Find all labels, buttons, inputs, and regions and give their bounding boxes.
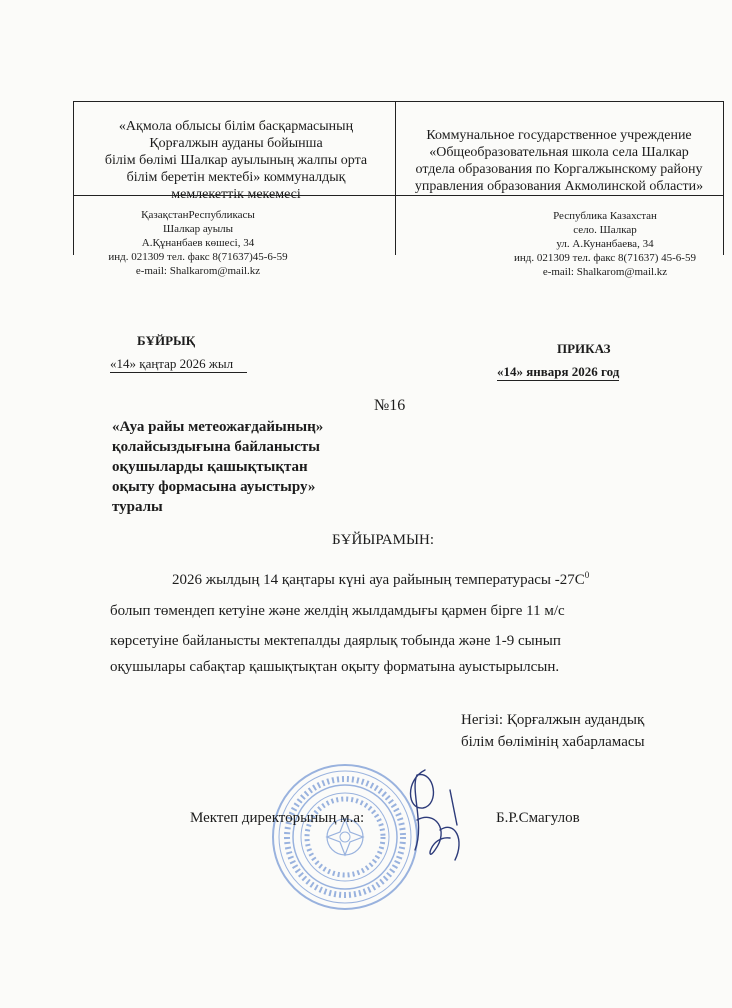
ru-address: Республика Казахстан село. Шалкар ул. А.Кунанбаева, 34 инд. 021309 тел. факс 8(71637) 45-6-59 e-mail: Shalkarom@mail.kz (514, 210, 696, 278)
body-line-1: 2026 жылдың 14 қаңтары күні ауа райының температурасы $-27С^0$ (172, 570, 590, 588)
directive-heading: БҰЙЫРАМЫН: (332, 532, 435, 548)
order-date-kz: «14» қаңтар 2026 жыл (110, 356, 247, 373)
body-line-3: көрсетуіне байланысты мектепалды даярлық тобында және 1-9 сынып (110, 633, 561, 649)
body-line-4: оқушылары сабақтар қашықтықтан оқыту форматына ауыстырылсын. (110, 659, 560, 675)
handwritten-signature (395, 750, 485, 870)
order-number: №16 (374, 397, 406, 414)
order-date-ru: «14» января 2026 год (497, 364, 620, 379)
kz-organization-name: «Ақмола облысы білім басқармасының Қорғалжын ауданы бойынша білім бөлімі Шалкар ауылының жалпы орта білім беретін мектебі» коммуналдық мемлекеттік мекемесі (104, 119, 368, 202)
ru-organization-name: Коммунальное государственное учреждение «Общеобразовательная школа села Шалкар отдела образования по Коргалжынскому району управления образования Акмолинской области» (414, 128, 704, 194)
kz-address: ҚазақстанРеспубликасы Шалкар ауылы А.Құнанбаев көшесі, 34 инд. 021309 тел. факс 8(71637)45-6-59 e-mail: Shalkarom@mail.kz (108, 209, 288, 277)
order-title: «Ауа райы метеожағдайының» қолайсыздығына байланысты оқушыларды қашықтықтан оқыту формасына ауыстыру» туралы (112, 419, 324, 515)
signatory-role: Мектеп директорының м.а: (190, 810, 365, 826)
order-label-ru: ПРИКАЗ (557, 341, 611, 356)
basis-note: Негізі: Қорғалжын аудандық білім бөлімінің хабарламасы (461, 712, 645, 750)
signatory-name: Б.Р.Смагулов (496, 810, 580, 826)
order-label-kz: БҰЙРЫҚ (137, 333, 196, 348)
body-line-2: болып төмендеп кетуіне және желдің жылдамдығы қармен бірге 11 м/с (110, 603, 565, 619)
